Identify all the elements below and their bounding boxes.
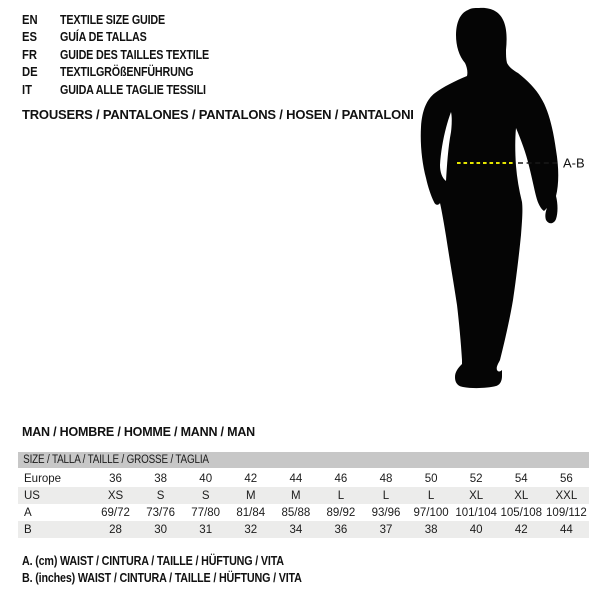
size-value-cell: 97/100 [413,506,449,519]
footnote-text: A. (cm) WAIST / CINTURA / TAILLE / HÜFTUNG / VITA [22,553,284,568]
footnote-b [22,569,347,586]
language-row-fr [22,46,233,64]
language-code: EN [22,12,38,27]
size-value-cell: 85/88 [281,506,311,519]
language-row-de [22,64,233,82]
footnotes [22,552,347,586]
category-title [22,107,414,122]
size-value-cell: 77/80 [191,506,221,519]
language-code: FR [22,47,38,62]
size-value-cell: 89/92 [326,506,356,519]
size-value-cell: 28 [109,523,122,536]
size-value-cell: 69/72 [101,506,130,519]
size-value-cell: 81/84 [236,506,266,519]
language-row-en [22,11,233,29]
size-value-cell: 40 [469,523,483,536]
size-value-cell: XXL [555,489,578,502]
language-label: TEXTILE SIZE GUIDE [60,12,166,27]
size-value-cell: 93/96 [371,506,401,519]
size-value-cell: S [156,489,165,502]
size-value-cell: 50 [424,472,438,485]
footnote-a [22,552,347,569]
language-code: IT [22,82,32,97]
size-table-header-cell [18,452,589,469]
language-label: GUÍA DE TALLAS [60,30,147,45]
size-value-cell: 54 [514,472,528,485]
language-row-es [22,29,233,47]
size-value-cell: 105/108 [500,506,543,519]
size-value-cell: 30 [154,523,168,536]
size-row-label: US [24,489,40,502]
language-list [22,11,233,99]
size-value-cell: 36 [109,472,122,485]
size-value-cell: 36 [334,523,348,536]
size-value-cell: 73/76 [146,506,175,519]
size-value-cell: L [427,489,435,502]
size-value-cell: 101/104 [455,506,497,519]
size-table [18,452,589,538]
language-code: DE [22,65,38,80]
size-value-cell: XS [107,489,124,502]
size-table-header-text: SIZE / TALLA / TAILLE / GRÖSSE / TAGLIA [23,454,209,466]
language-label: GUIDE DES TAILLES TEXTILE [60,47,210,62]
size-value-cell: 31 [199,523,213,536]
size-value-cell: 52 [469,472,483,485]
footnote-text: B. (inches) WAIST / CINTURA / TAILLE / HÜFTUNG / VITA [22,570,302,585]
size-value-cell: L [382,489,390,502]
size-row-label: B [24,523,32,536]
size-row-a [18,504,589,521]
size-row-b [18,521,589,538]
size-value-cell: M [245,489,256,502]
language-code: ES [22,30,38,45]
size-value-cell: 48 [379,472,393,485]
man-silhouette [421,8,559,388]
size-value-cell: 37 [379,523,393,536]
size-value-cell: XL [469,489,484,502]
language-row-it [22,81,233,99]
category-title-text: TROUSERS / PANTALONES / PANTALONS / HOSEN / PANTALONI [22,107,414,122]
size-value-cell: M [291,489,301,502]
size-row-europe [18,469,589,487]
size-value-cell: L [337,489,345,502]
size-value-cell: 38 [154,472,168,485]
size-value-cell: 109/112 [546,506,587,519]
size-row-label: Europe [24,472,62,485]
size-value-cell: 40 [199,472,213,485]
table-section-title [22,425,255,439]
size-value-cell: 38 [424,523,438,536]
size-value-cell: 44 [559,523,573,536]
measure-label-a-b: A-B [563,155,585,171]
size-value-cell: 56 [559,472,573,485]
size-value-cell: 44 [289,472,303,485]
size-value-cell: XL [514,489,529,502]
table-section-title-text: MAN / HOMBRE / HOMME / MANN / MAN [22,425,255,439]
size-row-label: A [24,506,32,519]
size-value-cell: 42 [244,472,258,485]
size-table-header-row [18,452,589,469]
size-value-cell: S [201,489,210,502]
language-label: TEXTILGRÖßENFÜHRUNG [60,65,194,80]
size-table-body [18,452,589,538]
size-value-cell: 34 [289,523,303,536]
size-value-cell: 46 [334,472,348,485]
language-label: GUIDA ALLE TAGLIE TESSILI [60,82,206,97]
size-value-cell: 42 [514,523,528,536]
size-value-cell: 32 [244,523,258,536]
size-row-us [18,487,589,504]
